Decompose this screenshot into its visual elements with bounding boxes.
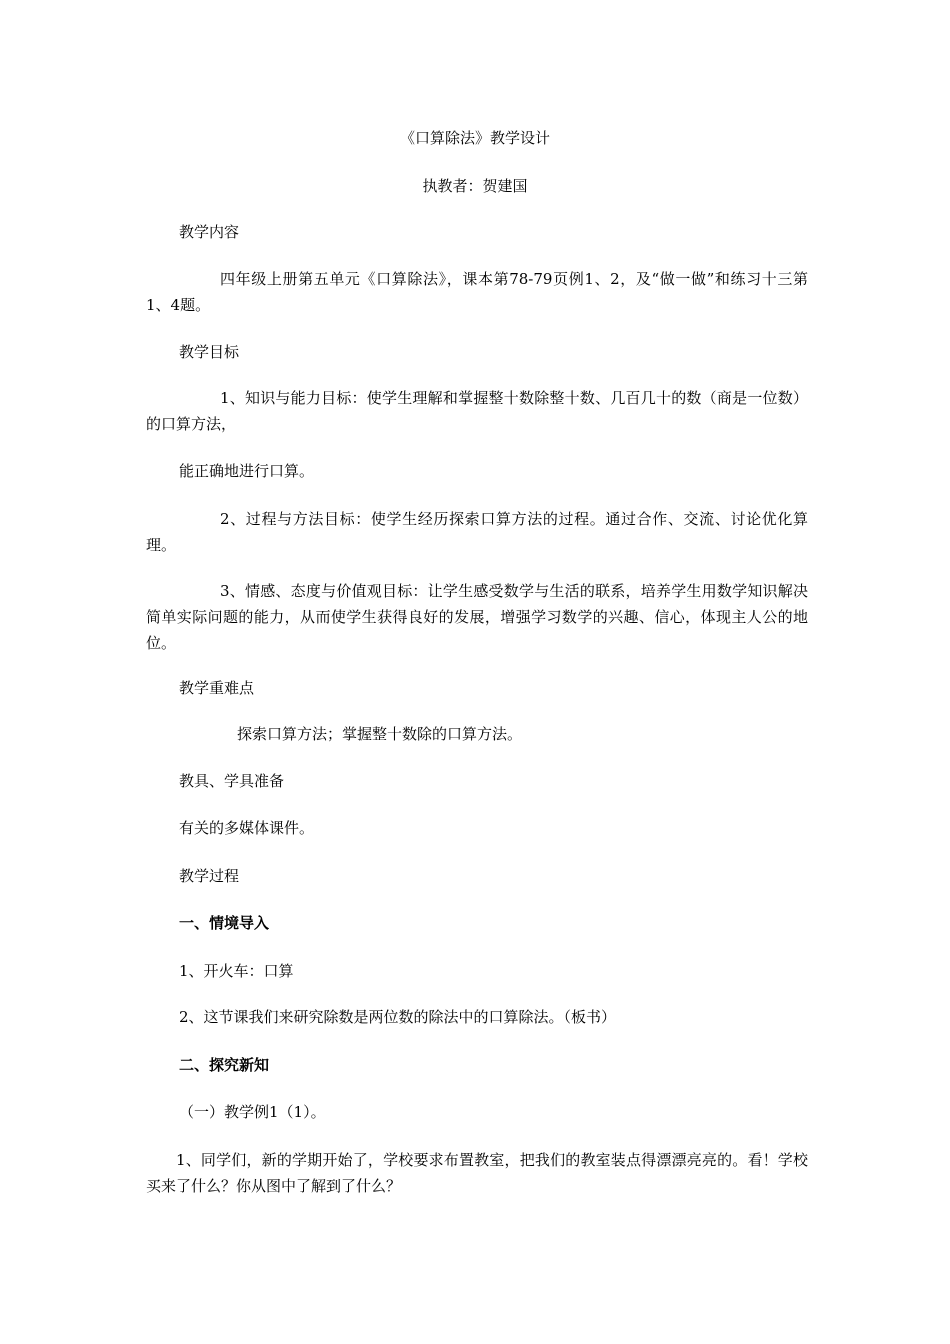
document-title: 《口算除法》教学设计	[399, 129, 550, 147]
key-points-text: 探索口算方法；掌握整十数除的口算方法。	[237, 725, 523, 743]
tools-text: 有关的多媒体课件。	[179, 819, 315, 837]
goal-1-continuation: 能正确地进行口算。	[179, 462, 315, 480]
heading-teaching-process: 教学过程	[179, 867, 240, 885]
heading-teaching-content: 教学内容	[179, 223, 240, 241]
section-1-title: 一、情境导入	[179, 914, 270, 932]
section-2-subsection-1: （一）教学例1（1）。	[179, 1103, 326, 1121]
heading-key-points: 教学重难点	[179, 679, 255, 697]
author-line: 执教者：贺建国	[422, 177, 528, 195]
goal-3-paragraph: 3、情感、态度与价值观目标：让学生感受数学与生活的联系，培养学生用数学知识解决简单实际问题的能力，从而使学生获得良好的发展，增强学习数学的兴趣、信心，体现主人公的地位。	[146, 582, 808, 652]
section-2-title: 二、探究新知	[179, 1056, 270, 1074]
goal-1-paragraph: 1、知识与能力目标：使学生理解和掌握整十数除整十数、几百几十的数（商是一位数）的口算方法，	[146, 389, 808, 433]
section-1-item-2: 2、这节课我们来研究除数是两位数的除法中的口算除法。（板书）	[179, 1008, 617, 1026]
heading-teaching-goals: 教学目标	[179, 343, 240, 361]
goal-2-paragraph: 2、过程与方法目标：使学生经历探索口算方法的过程。通过合作、交流、讨论优化算理。	[146, 510, 808, 554]
section-2-item-1: 1、同学们，新的学期开始了，学校要求布置教室，把我们的教室装点得漂漂亮亮的。看！学校买来了什么？你从图中了解到了什么？	[146, 1151, 808, 1195]
teaching-content-paragraph: 四年级上册第五单元《口算除法》，课本第78-79页例1、2，及“做一做”和练习十三第1、4题。	[146, 270, 808, 314]
heading-tools: 教具、学具准备	[179, 772, 285, 790]
section-1-item-1: 1、开火车：口算	[179, 962, 294, 980]
